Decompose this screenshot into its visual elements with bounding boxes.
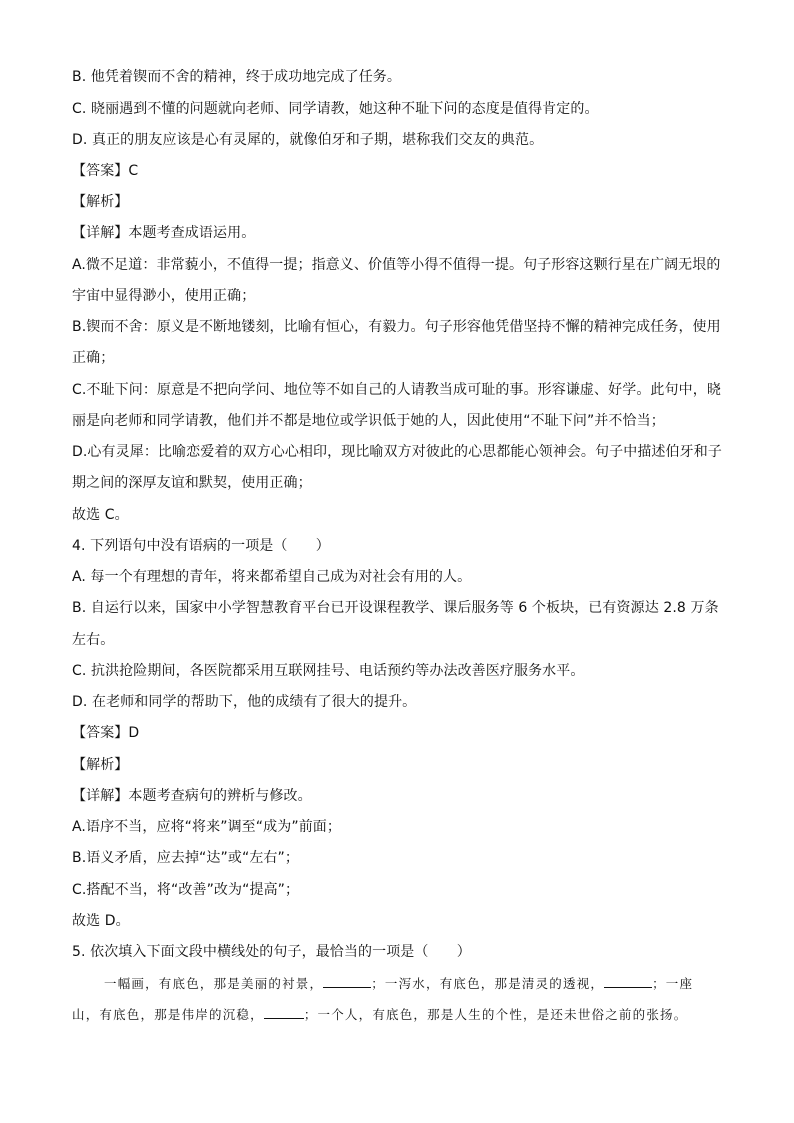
passage-text: 山，有底色，那是伟岸的沉稳， — [72, 1007, 264, 1022]
detail-b-line1: B.锲而不舍：原义是不断地镂刻，比喻有恒心，有毅力。句子形容他凭借坚持不懈的精神完成任务，使用 — [72, 319, 721, 335]
choice-q4: 故选 D。 — [72, 913, 130, 929]
question-4: 4. 下列语句中没有语病的一项是（ ） — [72, 538, 330, 554]
option-d-q4: D. 在老师和同学的帮助下，他的成绩有了很大的提升。 — [72, 694, 417, 710]
option-d-q3: D. 真正的朋友应该是心有灵犀的，就像伯牙和子期，堪称我们交友的典范。 — [72, 132, 544, 148]
detail-q4-c: C.搭配不当，将“改善”改为“提高”； — [72, 882, 300, 898]
detail-c-line1: C.不耻下问：原意是不把向学问、地位等不如自己的人请教当成可耻的事。形容谦虚、好学。此句中，晓 — [72, 382, 721, 398]
option-c-q3: C. 晓丽遇到不懂的问题就向老师、同学请教，她这种不耻下问的态度是值得肯定的。 — [72, 101, 599, 117]
fill-blank-2[interactable] — [604, 975, 652, 988]
detail-b-line2: 正确； — [72, 350, 115, 366]
passage-line1 — [104, 974, 693, 994]
detail-a-line2: 宇宙中显得渺小，使用正确； — [72, 288, 256, 304]
detail-q3: 【详解】本题考查成语运用。 — [72, 225, 256, 241]
fill-blank-1[interactable] — [323, 975, 371, 988]
detail-c-line2: 丽是向老师和同学请教，他们并不都是地位或学识低于她的人，因此使用“不耻下问”并不恰当； — [72, 413, 665, 429]
fill-blank-3[interactable] — [264, 1006, 304, 1019]
passage-text: ；一座 — [652, 976, 694, 991]
detail-q4-a: A.语序不当，应将“将来”调至“成为”前面； — [72, 819, 341, 835]
passage-text: ；一个人，有底色，那是人生的个性，是还未世俗之前的张扬。 — [303, 1007, 688, 1022]
question-5: 5. 依次填入下面文段中横线处的句子，最恰当的一项是（ ） — [72, 944, 471, 960]
analysis-label-q4: 【解析】 — [72, 757, 129, 773]
passage-line2 — [72, 1005, 687, 1025]
passage-text: 一幅画，有底色，那是美丽的衬景， — [104, 976, 324, 991]
passage-text: ；一泻水，有底色，那是清灵的透视， — [371, 976, 605, 991]
answer-q3: 【答案】C — [72, 163, 139, 179]
option-a-q4: A. 每一个有理想的青年，将来都希望自己成为对社会有用的人。 — [72, 569, 472, 585]
choice-q3: 故选 C。 — [72, 507, 129, 523]
option-b-q4-line2: 左右。 — [72, 632, 115, 648]
detail-d-line2: 期之间的深厚友谊和默契，使用正确； — [72, 475, 312, 491]
answer-q4: 【答案】D — [72, 725, 140, 741]
detail-a-line1: A.微不足道：非常藐小，不值得一提；指意义、价值等小得不值得一提。句子形容这颗行星在广阔无垠的 — [72, 257, 721, 273]
option-b-q4-line1: B. 自运行以来，国家中小学智慧教育平台已开设课程教学、课后服务等 6 个板块，已有资源达 2.8 万条 — [72, 600, 719, 616]
analysis-label-q3: 【解析】 — [72, 194, 129, 210]
option-c-q4: C. 抗洪抢险期间，各医院都采用互联网挂号、电话预约等办法改善医疗服务水平。 — [72, 663, 585, 679]
detail-q4-b: B.语义矛盾，应去掉“达”或“左右”； — [72, 850, 299, 866]
detail-d-line1: D.心有灵犀：比喻恋爱着的双方心心相印，现比喻双方对彼此的心思都能心领神会。句子中描述伯牙和子 — [72, 444, 722, 460]
option-b-q3: B. 他凭着锲而不舍的精神，终于成功地完成了任务。 — [72, 69, 402, 85]
detail-q4: 【详解】本题考查病句的辨析与修改。 — [72, 788, 312, 804]
